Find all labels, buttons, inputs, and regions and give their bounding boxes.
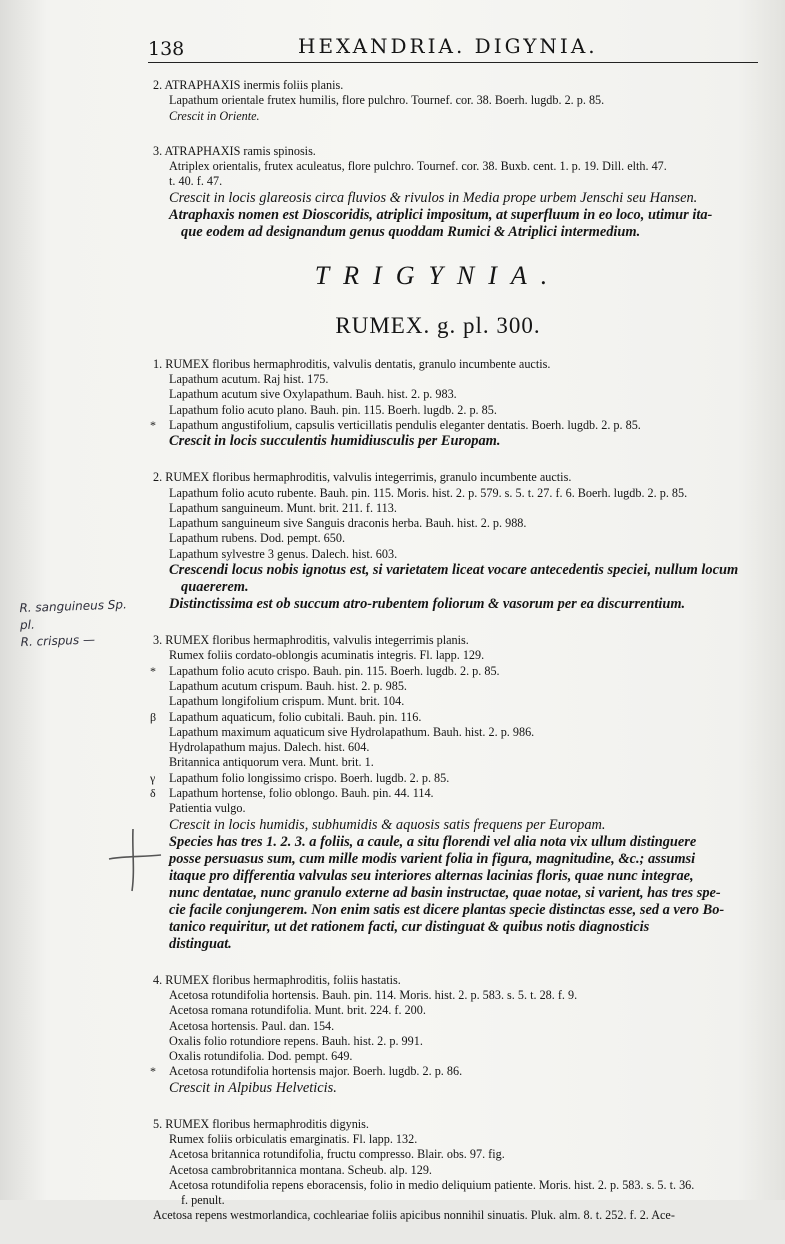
synonym-line: f. penult. [181,1193,225,1208]
synonym-line: Acetosa romana rotundifolia. Munt. brit. 224. f. 200. [169,1003,426,1018]
note-line: Distinctissima est ob succum atro-rubentem foliorum & vasorum per ea discurrentium. [169,596,686,613]
asterisk-mark: * [150,663,156,678]
synonym-line: Lapathum orientale frutex humilis, flore pulchro. Tournef. cor. 38. Boerh. lugdb. 2. p. 85. [169,93,605,108]
synonym-line: Lapathum acutum crispum. Bauh. hist. 2. p. 985. [169,678,407,693]
synonym-line: δ Lapathum hortense, folio oblongo. Bauh. pin. 44. 114. [150,786,434,801]
annotation-line: R. sanguineus Sp. pl. [19,597,128,633]
synonym-line: Lapathum acutum. Raj hist. 175. [169,372,329,387]
page-header [148,32,768,62]
synonym-line: Hydrolapathum majus. Dalech. hist. 604. [169,740,370,755]
synonym-line: Lapathum acutum sive Oxylapathum. Bauh. hist. 2. p. 983. [169,387,457,402]
synonym-line: Acetosa britannica rotundifolia, fructu compresso. Blair. obs. 97. fig. [169,1147,505,1162]
note-line: itaque pro differentia valvulas seu interiores alternas lacinias floris, quae nunc integrae, [169,867,694,884]
synonym-line: * Lapathum angustifolium, capsulis verticillatis pendulis eleganter dentatis. Boerh. lugdb. 2. p. 85. [150,417,641,432]
synonym-line: Patientia vulgo. [169,801,246,816]
habitat-line: Crescit in locis succulentis humidiusculis per Europam. [169,433,501,450]
page-body [150,78,773,1244]
atraphaxis-entry-2 [153,78,773,124]
synonym-line: β Lapathum aquaticum, folio cubitali. Bauh. pin. 116. [150,709,422,724]
synonym-line: Acetosa cambrobritannica montana. Scheub. alp. 129. [169,1162,432,1177]
synonym-line: Lapathum folio acuto rubente. Bauh. pin. 115. Moris. hist. 2. p. 579. s. 5. t. 27. f. 6. Boerh. lugdb. 2. p. 85. [169,485,688,500]
note-line: tanico requiritur, ut det rationem facti, cur distinguat & quibus notis diagnosticis [169,918,650,935]
species-heading: 3. ATRAPHAXIS ramis spinosis. [153,143,316,158]
asterisk-mark: * [150,1064,156,1079]
habitat-line: Crescit in locis humidis, subhumidis & aquosis satis frequens per Europam. [169,816,606,833]
synonym-line: Oxalis rotundifolia. Dod. pempt. 649. [169,1049,353,1064]
synonym-line: Lapathum sanguineum. Munt. brit. 211. f. 113. [169,500,397,515]
asterisk-mark: * [150,417,156,432]
habitat-line: Crescit in locis glareosis circa fluvios & rivulos in Media prope urbem Jenschi seu Hansen. [169,189,698,206]
page-number: 138 [148,38,185,60]
genus-title: RUMEX. g. pl. 300. [335,312,541,338]
note-line: Species has tres 1. 2. 3. a foliis, a caule, a situ florendi vel alia nota vix ullum distinguere [169,833,697,850]
synonym-line: Britannica antiquorum vera. Munt. brit. 1. [169,755,374,770]
synonym-line: Lapathum maximum aquaticum sive Hydrolapathum. Bauh. hist. 2. p. 986. [169,724,535,739]
header-rule [148,62,758,63]
synonym-line: Lapathum sanguineum sive Sanguis draconis herba. Bauh. hist. 2. p. 988. [169,516,527,531]
species-heading: 2. ATRAPHAXIS inermis foliis planis. [153,78,344,92]
synonym-line: Lapathum rubens. Dod. pempt. 650. [169,531,346,546]
gamma-mark: γ [150,770,156,785]
note-line: Crescendi locus nobis ignotus est, si varietatem liceat vocare antecedentis speciei, nullum locum [169,562,739,579]
synonym-line: * Lapathum folio acuto crispo. Bauh. pin. 115. Boerh. lugdb. 2. p. 85. [150,663,500,678]
note-line: cie facile conjungerem. Non enim satis est dicere plantas specie distinctas esse, sed a vero Bo- [169,901,725,918]
rumex-entry-1 [150,356,773,450]
section-title: TRIGYNIA. [314,260,562,290]
pencil-cross-mark [105,825,165,895]
synonym-line: γ Lapathum folio longissimo crispo. Boerh. lugdb. 2. p. 85. [150,770,450,785]
rumex-entry-5 [153,1117,773,1224]
note-line: posse persuasus sum, cum mille modis varient folia in figura, magnitudine, &c.; assumsi [169,850,696,867]
note-line: Atraphaxis nomen est Dioscoridis, atriplici impositum, at superfluum in eo loco, utimur ita- [169,206,713,223]
note-line: quaererem. [181,579,249,596]
beta-mark: β [150,709,157,724]
rumex-entry-2 [153,470,773,613]
annotation-line: R. crispus — [20,632,96,650]
synonym-line: t. 40. f. 47. [169,174,223,189]
species-heading: 1. RUMEX floribus hermaphroditis, valvulis dentatis, granulo incumbente auctis. [153,356,551,371]
rumex-entry-3 [150,633,773,953]
species-heading: 4. RUMEX floribus hermaphroditis, foliis hastatis. [153,972,401,987]
synonym-line: Oxalis folio rotundiore repens. Bauh. hist. 2. p. 991. [169,1033,423,1048]
species-heading: 3. RUMEX floribus hermaphroditis, valvulis integerrimis planis. [153,633,469,648]
running-title: HEXANDRIA. DIGYNIA. [298,34,598,58]
synonym-line: Rumex foliis cordato-oblongis acuminatis integris. Fl. lapp. 129. [169,648,485,663]
synonym-line: Atriplex orientalis, frutex aculeatus, flore pulchro. Tournef. cor. 38. Buxb. cent. 1. p. 19. Dill. elth. 47. [169,159,667,174]
note-line: nunc dentatae, nunc granulo externe ad basin instructae, quae notae, si varient, has tres spe- [169,884,721,901]
margin-annotation [19,596,141,651]
synonym-line: Acetosa hortensis. Paul. dan. 154. [169,1018,335,1033]
synonym-line: Acetosa rotundifolia hortensis. Bauh. pin. 114. Moris. hist. 2. p. 583. s. 5. t. 28. f. 9. [169,987,578,1002]
species-heading: 2. RUMEX floribus hermaphroditis, valvulis integerrimis, granulo incumbente auctis. [153,470,572,485]
atraphaxis-entry-3 [153,144,773,241]
synonym-line: * Acetosa rotundifolia hortensis major. Boerh. lugdb. 2. p. 86. [150,1064,463,1079]
note-line: distinguat. [169,935,232,952]
note-line: que eodem ad designandum genus quoddam Rumici & Atriplici intermedium. [181,223,641,240]
synonym-line: Lapathum sylvestre 3 genus. Dalech. hist. 603. [169,546,398,561]
synonym-line: Lapathum folio acuto plano. Bauh. pin. 115. Boerh. lugdb. 2. p. 85. [169,402,497,417]
synonym-line: Rumex foliis orbiculatis emarginatis. Fl. lapp. 132. [169,1131,418,1146]
species-heading: 5. RUMEX floribus hermaphroditis digynis. [153,1116,369,1131]
delta-mark: δ [150,786,156,801]
habitat-line: Crescit in Alpibus Helveticis. [169,1079,337,1096]
synonym-line: Acetosa repens westmorlandica, cochleariae foliis apicibus nonnihil sinuatis. Pluk. alm. 8. t. 252. f. 2. Ace- [153,1208,675,1223]
rumex-entry-4 [150,972,773,1097]
habitat-line: Crescit in Oriente. [169,108,260,123]
synonym-line: Lapathum longifolium crispum. Munt. brit. 104. [169,694,405,709]
synonym-line: Acetosa rotundifolia repens eboracensis, folio in medio deliquium patiente. Moris. hist. 2. p. 583. s. 5. t. 36. [169,1177,695,1192]
